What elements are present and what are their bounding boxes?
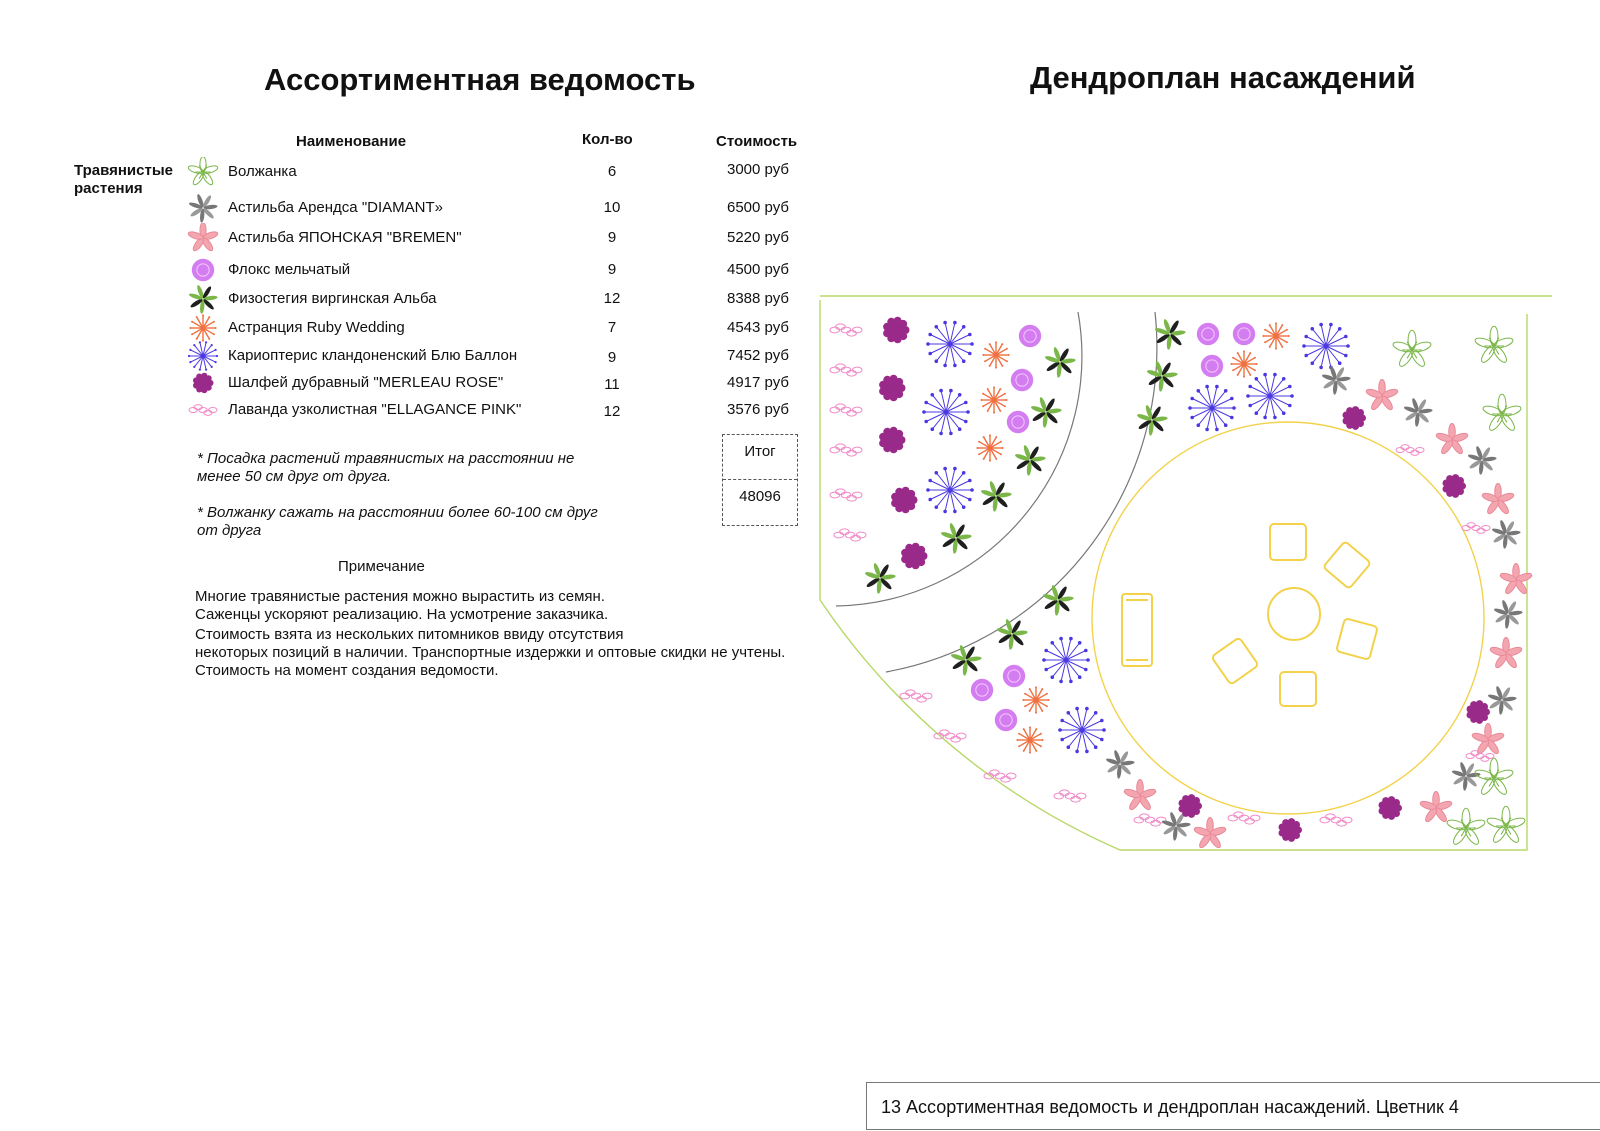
row-cost: 3576 руб bbox=[727, 401, 789, 418]
physostegia-plant-icon bbox=[864, 562, 896, 593]
total-label: Итог bbox=[744, 443, 776, 460]
lavender-plant-icon bbox=[1228, 812, 1260, 824]
astilbe-arendsii-plant-icon bbox=[1493, 599, 1522, 628]
row-cost: 4917 руб bbox=[727, 374, 789, 391]
phlox-plant-icon bbox=[1007, 411, 1029, 433]
salvia-plant-icon bbox=[1443, 474, 1467, 498]
row-cost: 7452 руб bbox=[727, 347, 789, 364]
lavender-plant-icon bbox=[830, 324, 862, 336]
astilbe-japonica-plant-icon bbox=[1435, 424, 1468, 456]
note-line-5: Стоимость на момент создания ведомости. bbox=[195, 662, 499, 679]
lavender-plant-icon bbox=[984, 770, 1016, 782]
lavender-plant-icon bbox=[1054, 790, 1086, 802]
row-qty: 7 bbox=[607, 319, 617, 336]
phlox-plant-icon bbox=[1201, 355, 1223, 377]
group-label: Травянистые растения bbox=[74, 162, 173, 197]
phlox-plant-icon bbox=[1011, 369, 1033, 391]
astilbe-japonica-plant-icon bbox=[1481, 484, 1514, 516]
salvia-plant-icon bbox=[901, 543, 927, 570]
salvia-plant-icon bbox=[1279, 818, 1303, 842]
astilbe-japonica-plant-icon bbox=[1123, 780, 1156, 812]
row-name: Кариоптерис кландоненский Блю Баллон bbox=[228, 347, 518, 364]
salvia-plant-icon bbox=[1343, 406, 1367, 430]
footer-box bbox=[866, 1082, 1600, 1130]
caryopteris-plant-icon bbox=[1246, 373, 1294, 419]
astrantia-plant-icon bbox=[1262, 322, 1289, 349]
phlox-plant-icon bbox=[1197, 323, 1219, 345]
row-qty: 9 bbox=[607, 229, 617, 246]
salvia-plant-icon bbox=[879, 427, 905, 454]
seating-circle bbox=[1092, 422, 1484, 814]
lavender-plant-icon bbox=[934, 730, 966, 742]
note-line-1: Многие травянистые растения можно вырастить из семян. bbox=[195, 588, 605, 605]
row-name: Астильба Арендса "DIAMANT» bbox=[228, 199, 443, 216]
chairs bbox=[1211, 524, 1377, 706]
astilbe-arendsii-plant-icon bbox=[1105, 749, 1134, 778]
round-table bbox=[1268, 588, 1320, 640]
astilbe-arendsii-plant-icon bbox=[1403, 397, 1432, 426]
lavender-plant-icon bbox=[830, 404, 862, 416]
row-cost: 8388 руб bbox=[727, 290, 789, 307]
phlox-plant-icon bbox=[1019, 325, 1041, 347]
volzhanka-plant-icon bbox=[1474, 326, 1514, 364]
astrantia-plant-icon bbox=[982, 341, 1009, 368]
row-name: Физостегия виргинская Альба bbox=[228, 290, 437, 307]
header-name: Наименование bbox=[296, 133, 407, 150]
astrantia-plant-icon bbox=[976, 434, 1003, 461]
physostegia-plant-icon bbox=[1146, 360, 1178, 391]
caryopteris-plant-icon bbox=[1058, 707, 1106, 753]
volzhanka-plant-icon bbox=[1482, 394, 1522, 432]
astilbe-arendsii-plant-icon bbox=[1451, 761, 1480, 790]
caryopteris-plant-icon bbox=[922, 389, 970, 435]
physostegia-plant-icon bbox=[1044, 346, 1076, 377]
header-cost: Стоимость bbox=[716, 133, 798, 150]
phlox-plant-icon bbox=[1003, 665, 1025, 687]
path-edge-outer bbox=[886, 312, 1157, 672]
planting-note-1: * Посадка растений травянистых на расстоянии не менее 50 см друг от друга. bbox=[197, 450, 575, 485]
caryopteris-plant-icon bbox=[926, 321, 974, 367]
caryopteris-plant-icon bbox=[926, 467, 974, 513]
astilbe-japonica-plant-icon bbox=[1419, 792, 1452, 824]
physostegia-plant-icon bbox=[1136, 404, 1168, 435]
row-name: Лаванда узколистная "ELLAGANCE PINK" bbox=[228, 401, 522, 418]
astrantia-plant-icon bbox=[1022, 686, 1049, 713]
astilbe-arendsii-plant-icon bbox=[1491, 519, 1520, 548]
row-qty: 12 bbox=[603, 290, 621, 307]
row-qty: 6 bbox=[607, 163, 617, 180]
caryopteris-plant-icon bbox=[1302, 323, 1350, 369]
right-title: Дендроплан насаждений bbox=[1030, 60, 1416, 95]
row-name: Астранция Ruby Wedding bbox=[228, 319, 405, 336]
salvia-plant-icon bbox=[891, 487, 917, 514]
row-cost: 3000 руб bbox=[727, 161, 789, 178]
caryopteris-plant-icon bbox=[1042, 637, 1090, 683]
volzhanka-plant-icon bbox=[1446, 808, 1486, 846]
row-name: Флокс мельчатый bbox=[228, 261, 351, 278]
left-title: Ассортиментная ведомость bbox=[264, 62, 696, 97]
note-line-4: некоторых позиций в наличии. Транспортные издержки и оптовые скидки не учтены. bbox=[195, 644, 786, 661]
footer-title: 13 Ассортиментная ведомость и дендроплан насаждений. Цветник 4 bbox=[881, 1097, 1459, 1117]
row-qty: 9 bbox=[607, 349, 617, 366]
salvia-plant-icon bbox=[1467, 700, 1491, 724]
lavender-plant-icon bbox=[1462, 523, 1490, 534]
physostegia-plant-icon bbox=[950, 644, 982, 675]
lavender-plant-icon bbox=[830, 489, 862, 501]
lavender-plant-icon bbox=[830, 444, 862, 456]
volzhanka-plant-icon bbox=[1474, 758, 1514, 796]
phlox-plant-icon bbox=[995, 709, 1017, 731]
planting-note-2: * Волжанку сажать на расстоянии более 60-100 см друг от друга bbox=[197, 504, 598, 539]
astilbe-japonica-plant-icon bbox=[1365, 380, 1398, 412]
header-qty: Кол-во bbox=[582, 131, 633, 148]
row-qty: 10 bbox=[603, 199, 621, 216]
astrantia-plant-icon bbox=[1230, 350, 1257, 377]
astilbe-japonica-plant-icon bbox=[1489, 638, 1522, 670]
physostegia-plant-icon bbox=[1042, 584, 1074, 615]
physostegia-plant-icon bbox=[1030, 396, 1062, 427]
lavender-plant-icon bbox=[830, 364, 862, 376]
lavender-plant-icon bbox=[1320, 814, 1352, 826]
astilbe-arendsii-plant-icon bbox=[1321, 365, 1350, 394]
astrantia-plant-icon bbox=[1016, 726, 1043, 753]
physostegia-plant-icon bbox=[1154, 318, 1186, 349]
lavender-plant-icon bbox=[834, 529, 866, 541]
boundary-outline bbox=[820, 300, 1527, 850]
caryopteris-plant-icon bbox=[1188, 385, 1236, 431]
astilbe-arendsii-plant-icon bbox=[1487, 685, 1516, 714]
astilbe-arendsii-plant-icon bbox=[1467, 445, 1496, 474]
note-line-3: Стоимость взята из нескольких питомников ввиду отсутствия bbox=[195, 626, 624, 643]
bench bbox=[1122, 594, 1152, 666]
lavender-plant-icon bbox=[900, 690, 932, 702]
row-qty: 9 bbox=[607, 261, 617, 278]
physostegia-plant-icon bbox=[996, 618, 1028, 649]
total-value: 48096 bbox=[739, 488, 781, 505]
row-qty: 12 bbox=[603, 403, 621, 420]
volzhanka-plant-icon bbox=[1486, 806, 1526, 844]
row-name: Астильба ЯПОНСКАЯ "BREMEN" bbox=[228, 229, 462, 246]
astilbe-japonica-plant-icon bbox=[1193, 818, 1226, 850]
note-title: Примечание bbox=[338, 558, 425, 575]
row-cost: 6500 руб bbox=[727, 199, 789, 216]
row-cost: 4500 руб bbox=[727, 261, 789, 278]
physostegia-plant-icon bbox=[980, 480, 1012, 511]
salvia-plant-icon bbox=[879, 375, 905, 402]
lavender-plant-icon bbox=[1396, 445, 1424, 456]
row-cost: 5220 руб bbox=[727, 229, 789, 246]
physostegia-plant-icon bbox=[1014, 444, 1046, 475]
salvia-plant-icon bbox=[883, 317, 909, 344]
row-name: Шалфей дубравный "MERLEAU ROSE" bbox=[228, 374, 504, 391]
salvia-plant-icon bbox=[1379, 796, 1403, 820]
note-line-2: Саженцы ускоряют реализацию. На усмотрение заказчика. bbox=[195, 606, 609, 623]
phlox-plant-icon bbox=[971, 679, 993, 701]
physostegia-plant-icon bbox=[940, 522, 972, 553]
row-qty: 11 bbox=[604, 376, 620, 393]
volzhanka-plant-icon bbox=[1392, 330, 1432, 368]
row-cost: 4543 руб bbox=[727, 319, 789, 336]
phlox-plant-icon bbox=[1233, 323, 1255, 345]
lavender-plant-icon bbox=[1134, 814, 1166, 826]
row-name: Волжанка bbox=[228, 163, 297, 180]
astrantia-plant-icon bbox=[980, 386, 1007, 413]
